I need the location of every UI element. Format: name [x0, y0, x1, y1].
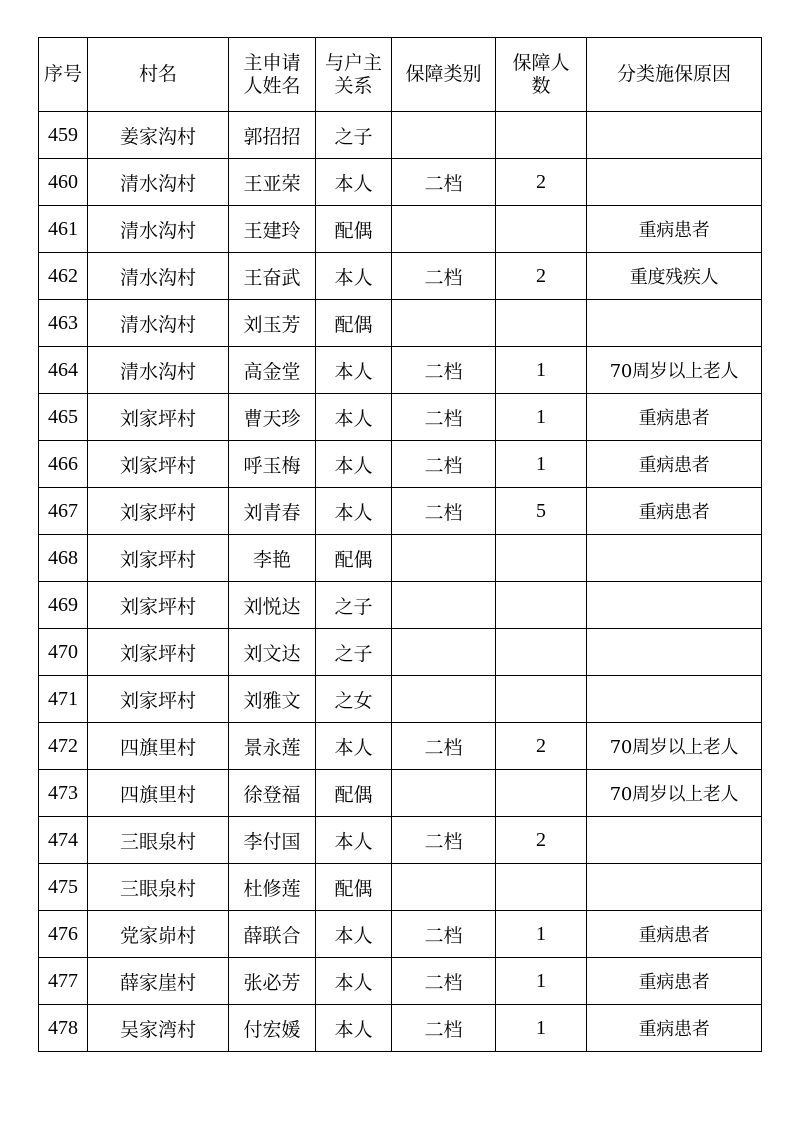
cell-category: 二档 [392, 1005, 496, 1052]
cell-applicant: 王奋武 [229, 253, 316, 300]
cell-relation: 本人 [316, 253, 392, 300]
cell-count: 1 [496, 347, 587, 394]
table-row [39, 723, 762, 770]
cell-village: 刘家坪村 [88, 394, 229, 441]
cell-relation: 之子 [316, 629, 392, 676]
cell-applicant: 薛联合 [229, 911, 316, 958]
cell-applicant: 徐登福 [229, 770, 316, 817]
cell-seq: 474 [39, 817, 88, 864]
cell-seq: 467 [39, 488, 88, 535]
table-row [39, 159, 762, 206]
cell-category [392, 676, 496, 723]
cell-count: 1 [496, 441, 587, 488]
table-row [39, 441, 762, 488]
cell-village: 姜家沟村 [88, 112, 229, 159]
cell-count [496, 770, 587, 817]
cell-count: 1 [496, 1005, 587, 1052]
cell-village: 刘家坪村 [88, 629, 229, 676]
cell-reason: 重病患者 [587, 911, 762, 958]
cell-seq: 465 [39, 394, 88, 441]
cell-village: 清水沟村 [88, 347, 229, 394]
cell-reason [587, 300, 762, 347]
table-row [39, 112, 762, 159]
column-header-relation: 与户主 关系 [316, 38, 392, 112]
cell-village: 四旗里村 [88, 770, 229, 817]
cell-category: 二档 [392, 723, 496, 770]
cell-seq: 472 [39, 723, 88, 770]
cell-relation: 配偶 [316, 535, 392, 582]
cell-applicant: 李艳 [229, 535, 316, 582]
cell-reason: 重病患者 [587, 1005, 762, 1052]
cell-seq: 462 [39, 253, 88, 300]
cell-count [496, 300, 587, 347]
cell-count [496, 206, 587, 253]
cell-count: 1 [496, 911, 587, 958]
table-row [39, 864, 762, 911]
cell-seq: 477 [39, 958, 88, 1005]
column-header-seq: 序号 [39, 38, 88, 112]
cell-seq: 475 [39, 864, 88, 911]
table-row [39, 488, 762, 535]
cell-reason [587, 629, 762, 676]
cell-seq: 461 [39, 206, 88, 253]
table-row [39, 253, 762, 300]
cell-applicant: 刘玉芳 [229, 300, 316, 347]
cell-seq: 478 [39, 1005, 88, 1052]
cell-village: 刘家坪村 [88, 535, 229, 582]
table-row [39, 394, 762, 441]
cell-reason: 重度残疾人 [587, 253, 762, 300]
cell-applicant: 李付国 [229, 817, 316, 864]
cell-reason [587, 676, 762, 723]
cell-reason: 重病患者 [587, 958, 762, 1005]
cell-applicant: 刘文达 [229, 629, 316, 676]
cell-count: 2 [496, 817, 587, 864]
cell-relation: 之子 [316, 582, 392, 629]
cell-reason: 重病患者 [587, 394, 762, 441]
cell-seq: 471 [39, 676, 88, 723]
cell-relation: 本人 [316, 1005, 392, 1052]
cell-applicant: 刘悦达 [229, 582, 316, 629]
cell-count: 5 [496, 488, 587, 535]
cell-category: 二档 [392, 817, 496, 864]
cell-applicant: 曹天珍 [229, 394, 316, 441]
cell-village: 党家峁村 [88, 911, 229, 958]
cell-village: 刘家坪村 [88, 676, 229, 723]
cell-applicant: 景永莲 [229, 723, 316, 770]
table-row [39, 300, 762, 347]
cell-category: 二档 [392, 441, 496, 488]
cell-reason [587, 582, 762, 629]
table-row [39, 629, 762, 676]
table-row [39, 911, 762, 958]
cell-category [392, 582, 496, 629]
cell-applicant: 王亚荣 [229, 159, 316, 206]
table-body [39, 112, 762, 1052]
cell-village: 刘家坪村 [88, 582, 229, 629]
cell-applicant: 王建玲 [229, 206, 316, 253]
cell-seq: 459 [39, 112, 88, 159]
cell-relation: 配偶 [316, 770, 392, 817]
cell-category: 二档 [392, 347, 496, 394]
cell-applicant: 高金堂 [229, 347, 316, 394]
cell-village: 四旗里村 [88, 723, 229, 770]
cell-reason: 70周岁以上老人 [587, 723, 762, 770]
cell-category [392, 535, 496, 582]
column-header-applicant: 主申请 人姓名 [229, 38, 316, 112]
cell-village: 清水沟村 [88, 206, 229, 253]
cell-applicant: 杜修莲 [229, 864, 316, 911]
cell-seq: 468 [39, 535, 88, 582]
cell-seq: 460 [39, 159, 88, 206]
cell-relation: 之子 [316, 112, 392, 159]
cell-applicant: 郭招招 [229, 112, 316, 159]
table-row [39, 817, 762, 864]
cell-reason: 重病患者 [587, 441, 762, 488]
column-header-village: 村名 [88, 38, 229, 112]
table-row [39, 958, 762, 1005]
cell-applicant: 付宏媛 [229, 1005, 316, 1052]
table-row [39, 206, 762, 253]
cell-reason [587, 817, 762, 864]
cell-village: 清水沟村 [88, 300, 229, 347]
cell-count: 2 [496, 159, 587, 206]
table-header-row [39, 38, 762, 112]
cell-category: 二档 [392, 958, 496, 1005]
cell-applicant: 刘青春 [229, 488, 316, 535]
table-row [39, 676, 762, 723]
table-row [39, 1005, 762, 1052]
cell-village: 薛家崖村 [88, 958, 229, 1005]
cell-seq: 470 [39, 629, 88, 676]
cell-reason: 重病患者 [587, 206, 762, 253]
column-header-count: 保障人 数 [496, 38, 587, 112]
cell-reason: 重病患者 [587, 488, 762, 535]
cell-category [392, 112, 496, 159]
cell-relation: 之女 [316, 676, 392, 723]
cell-reason [587, 864, 762, 911]
cell-relation: 本人 [316, 723, 392, 770]
cell-village: 刘家坪村 [88, 488, 229, 535]
cell-category: 二档 [392, 488, 496, 535]
cell-seq: 476 [39, 911, 88, 958]
cell-count [496, 535, 587, 582]
cell-count [496, 112, 587, 159]
cell-count: 1 [496, 958, 587, 1005]
cell-relation: 本人 [316, 488, 392, 535]
cell-count: 2 [496, 723, 587, 770]
cell-seq: 464 [39, 347, 88, 394]
cell-village: 三眼泉村 [88, 817, 229, 864]
table-row [39, 347, 762, 394]
cell-seq: 469 [39, 582, 88, 629]
cell-reason: 70周岁以上老人 [587, 770, 762, 817]
cell-applicant: 刘雅文 [229, 676, 316, 723]
cell-relation: 配偶 [316, 300, 392, 347]
cell-village: 清水沟村 [88, 253, 229, 300]
cell-relation: 配偶 [316, 864, 392, 911]
cell-category [392, 300, 496, 347]
cell-seq: 466 [39, 441, 88, 488]
assistance-roster-table [38, 37, 762, 1052]
cell-reason [587, 159, 762, 206]
cell-count [496, 676, 587, 723]
cell-category: 二档 [392, 159, 496, 206]
cell-reason [587, 535, 762, 582]
cell-relation: 本人 [316, 347, 392, 394]
cell-village: 三眼泉村 [88, 864, 229, 911]
cell-category: 二档 [392, 394, 496, 441]
table-row [39, 770, 762, 817]
cell-village: 刘家坪村 [88, 441, 229, 488]
cell-count [496, 629, 587, 676]
table-row [39, 535, 762, 582]
cell-relation: 配偶 [316, 206, 392, 253]
cell-village: 吴家湾村 [88, 1005, 229, 1052]
cell-reason [587, 112, 762, 159]
cell-seq: 473 [39, 770, 88, 817]
table-row [39, 582, 762, 629]
cell-category [392, 629, 496, 676]
cell-category: 二档 [392, 911, 496, 958]
cell-category: 二档 [392, 253, 496, 300]
cell-category [392, 770, 496, 817]
cell-relation: 本人 [316, 817, 392, 864]
cell-applicant: 张必芳 [229, 958, 316, 1005]
cell-relation: 本人 [316, 441, 392, 488]
cell-relation: 本人 [316, 958, 392, 1005]
cell-count: 1 [496, 394, 587, 441]
cell-relation: 本人 [316, 911, 392, 958]
cell-reason: 70周岁以上老人 [587, 347, 762, 394]
cell-seq: 463 [39, 300, 88, 347]
column-header-reason: 分类施保原因 [587, 38, 762, 112]
cell-category [392, 206, 496, 253]
cell-category [392, 864, 496, 911]
cell-relation: 本人 [316, 394, 392, 441]
cell-count [496, 582, 587, 629]
cell-applicant: 呼玉梅 [229, 441, 316, 488]
cell-count [496, 864, 587, 911]
cell-count: 2 [496, 253, 587, 300]
cell-village: 清水沟村 [88, 159, 229, 206]
cell-relation: 本人 [316, 159, 392, 206]
column-header-category: 保障类别 [392, 38, 496, 112]
